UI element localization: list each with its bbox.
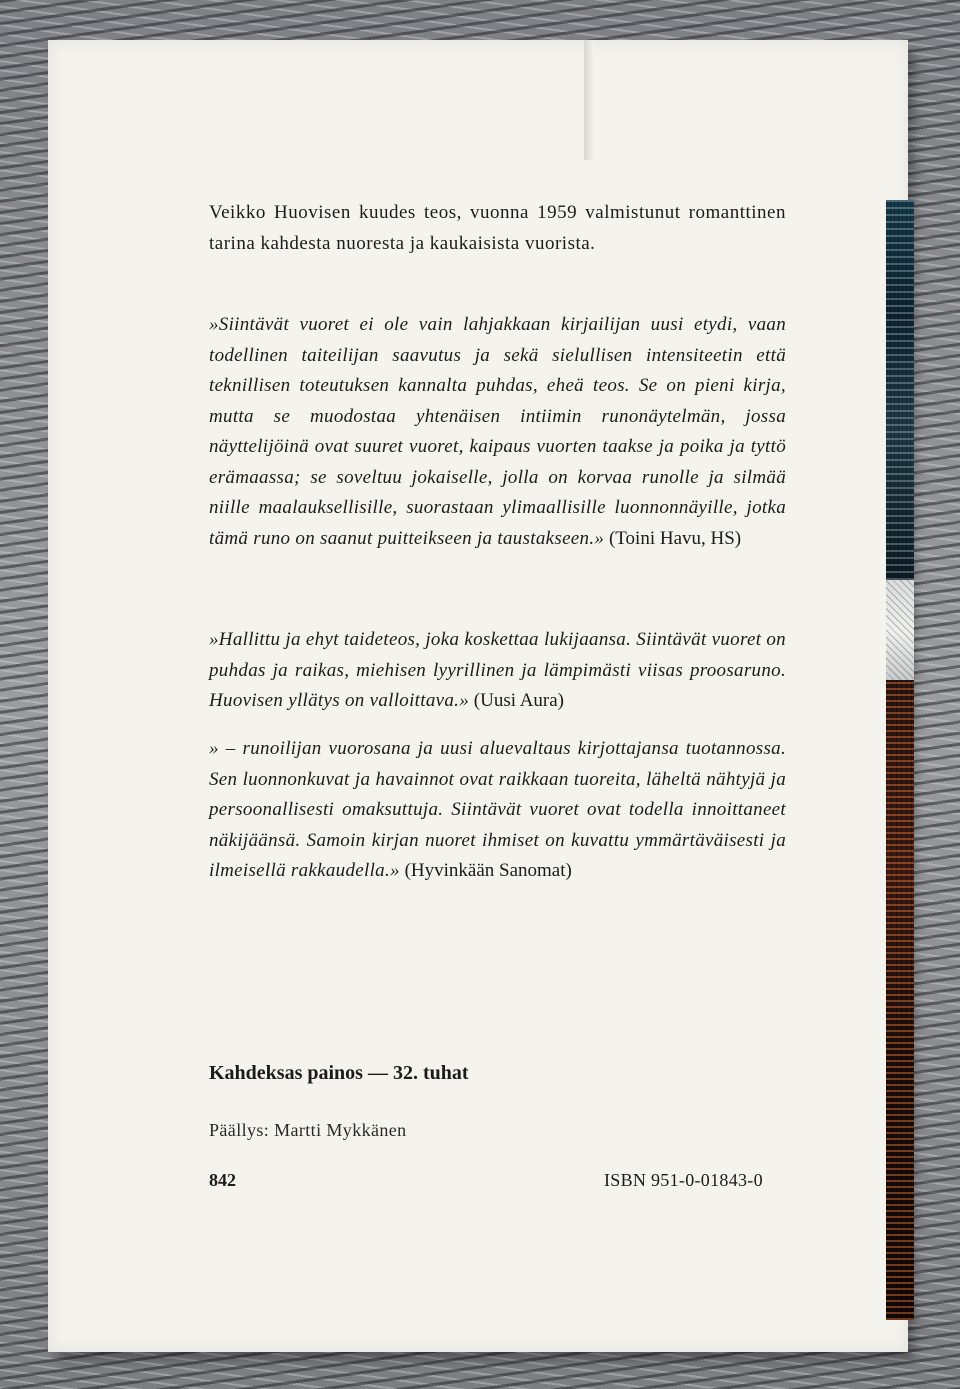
edition-line: Kahdeksas painos — 32. tuhat [209,1062,469,1084]
review-quote-3-text: » – runoilijan vuorosana ja uusi aluevaltaus kirjottajansa tuotannossa. Sen luonnonkuvat ja havainnot ovat raikkaan tuoreita, läheltä nähtyjä ja persoonallisesti omaksuttuja. Siintävät vuoret ovat todella innoittaneet näkijäänsä. Samoin kirjan nuoret ihmiset on kuvattu ymmärtäväisesti ja ilmeisellä rakkaudella.» [209,738,786,881]
review-quote-1-text: »Siintävät vuoret ei ole vain lahjakkaan kirjailijan uusi etydi, vaan todellinen taiteilijan saavutus ja sekä sielullisen intensiteetin että teknillisen toteutuksen kannalta puhdas, eheä teos. Se on pieni kirja, mutta se muodostaa yhtenäisen intiimin runonäytelmän, jossa näyttelijöinä ovat suuret vuoret, kaipaus vuorten taakse ja poika ja tyttö erämaassa; se soveltuu jokaiselle, jolla on korvaa runolle ja silmää niille maalauksellisille, suorastaan ylimaallisille luonnonnäyille, jotka tämä runo on saanut puitteikseen ja taustakseen.» [209,314,786,549]
review-quote-1 [209,310,786,554]
product-code: 842 [209,1170,236,1190]
cover-designer-credit: Päällys: Martti Mykkänen [209,1120,407,1140]
front-cover-edge-blue [886,200,914,580]
review-quote-2 [209,625,786,717]
cover-tear [584,40,594,160]
intro-paragraph: Veikko Huovisen kuudes teos, vuonna 1959 valmistunut romanttinen tarina kahdesta nuoresta ja kaukaisista vuorista. [209,202,786,254]
isbn-number: ISBN 951-0-01843-0 [604,1170,763,1190]
front-cover-edge-red [886,680,914,1320]
review-quote-2-text: »Hallittu ja ehyt taideteos, joka koskettaa lukijaansa. Siintävät vuoret on puhdas ja raikas, miehisen lyyrillinen ja lämpimästi viisas proosaruno. Huovisen yllätys on valloittava.» [209,629,786,711]
review-quote-3-source: (Hyvinkään Sanomat) [404,860,572,881]
review-quote-3 [209,734,786,887]
review-quote-2-source: (Uusi Aura) [473,690,565,711]
front-cover-edge-white [886,580,914,680]
review-quote-1-source: (Toini Havu, HS) [608,527,742,549]
